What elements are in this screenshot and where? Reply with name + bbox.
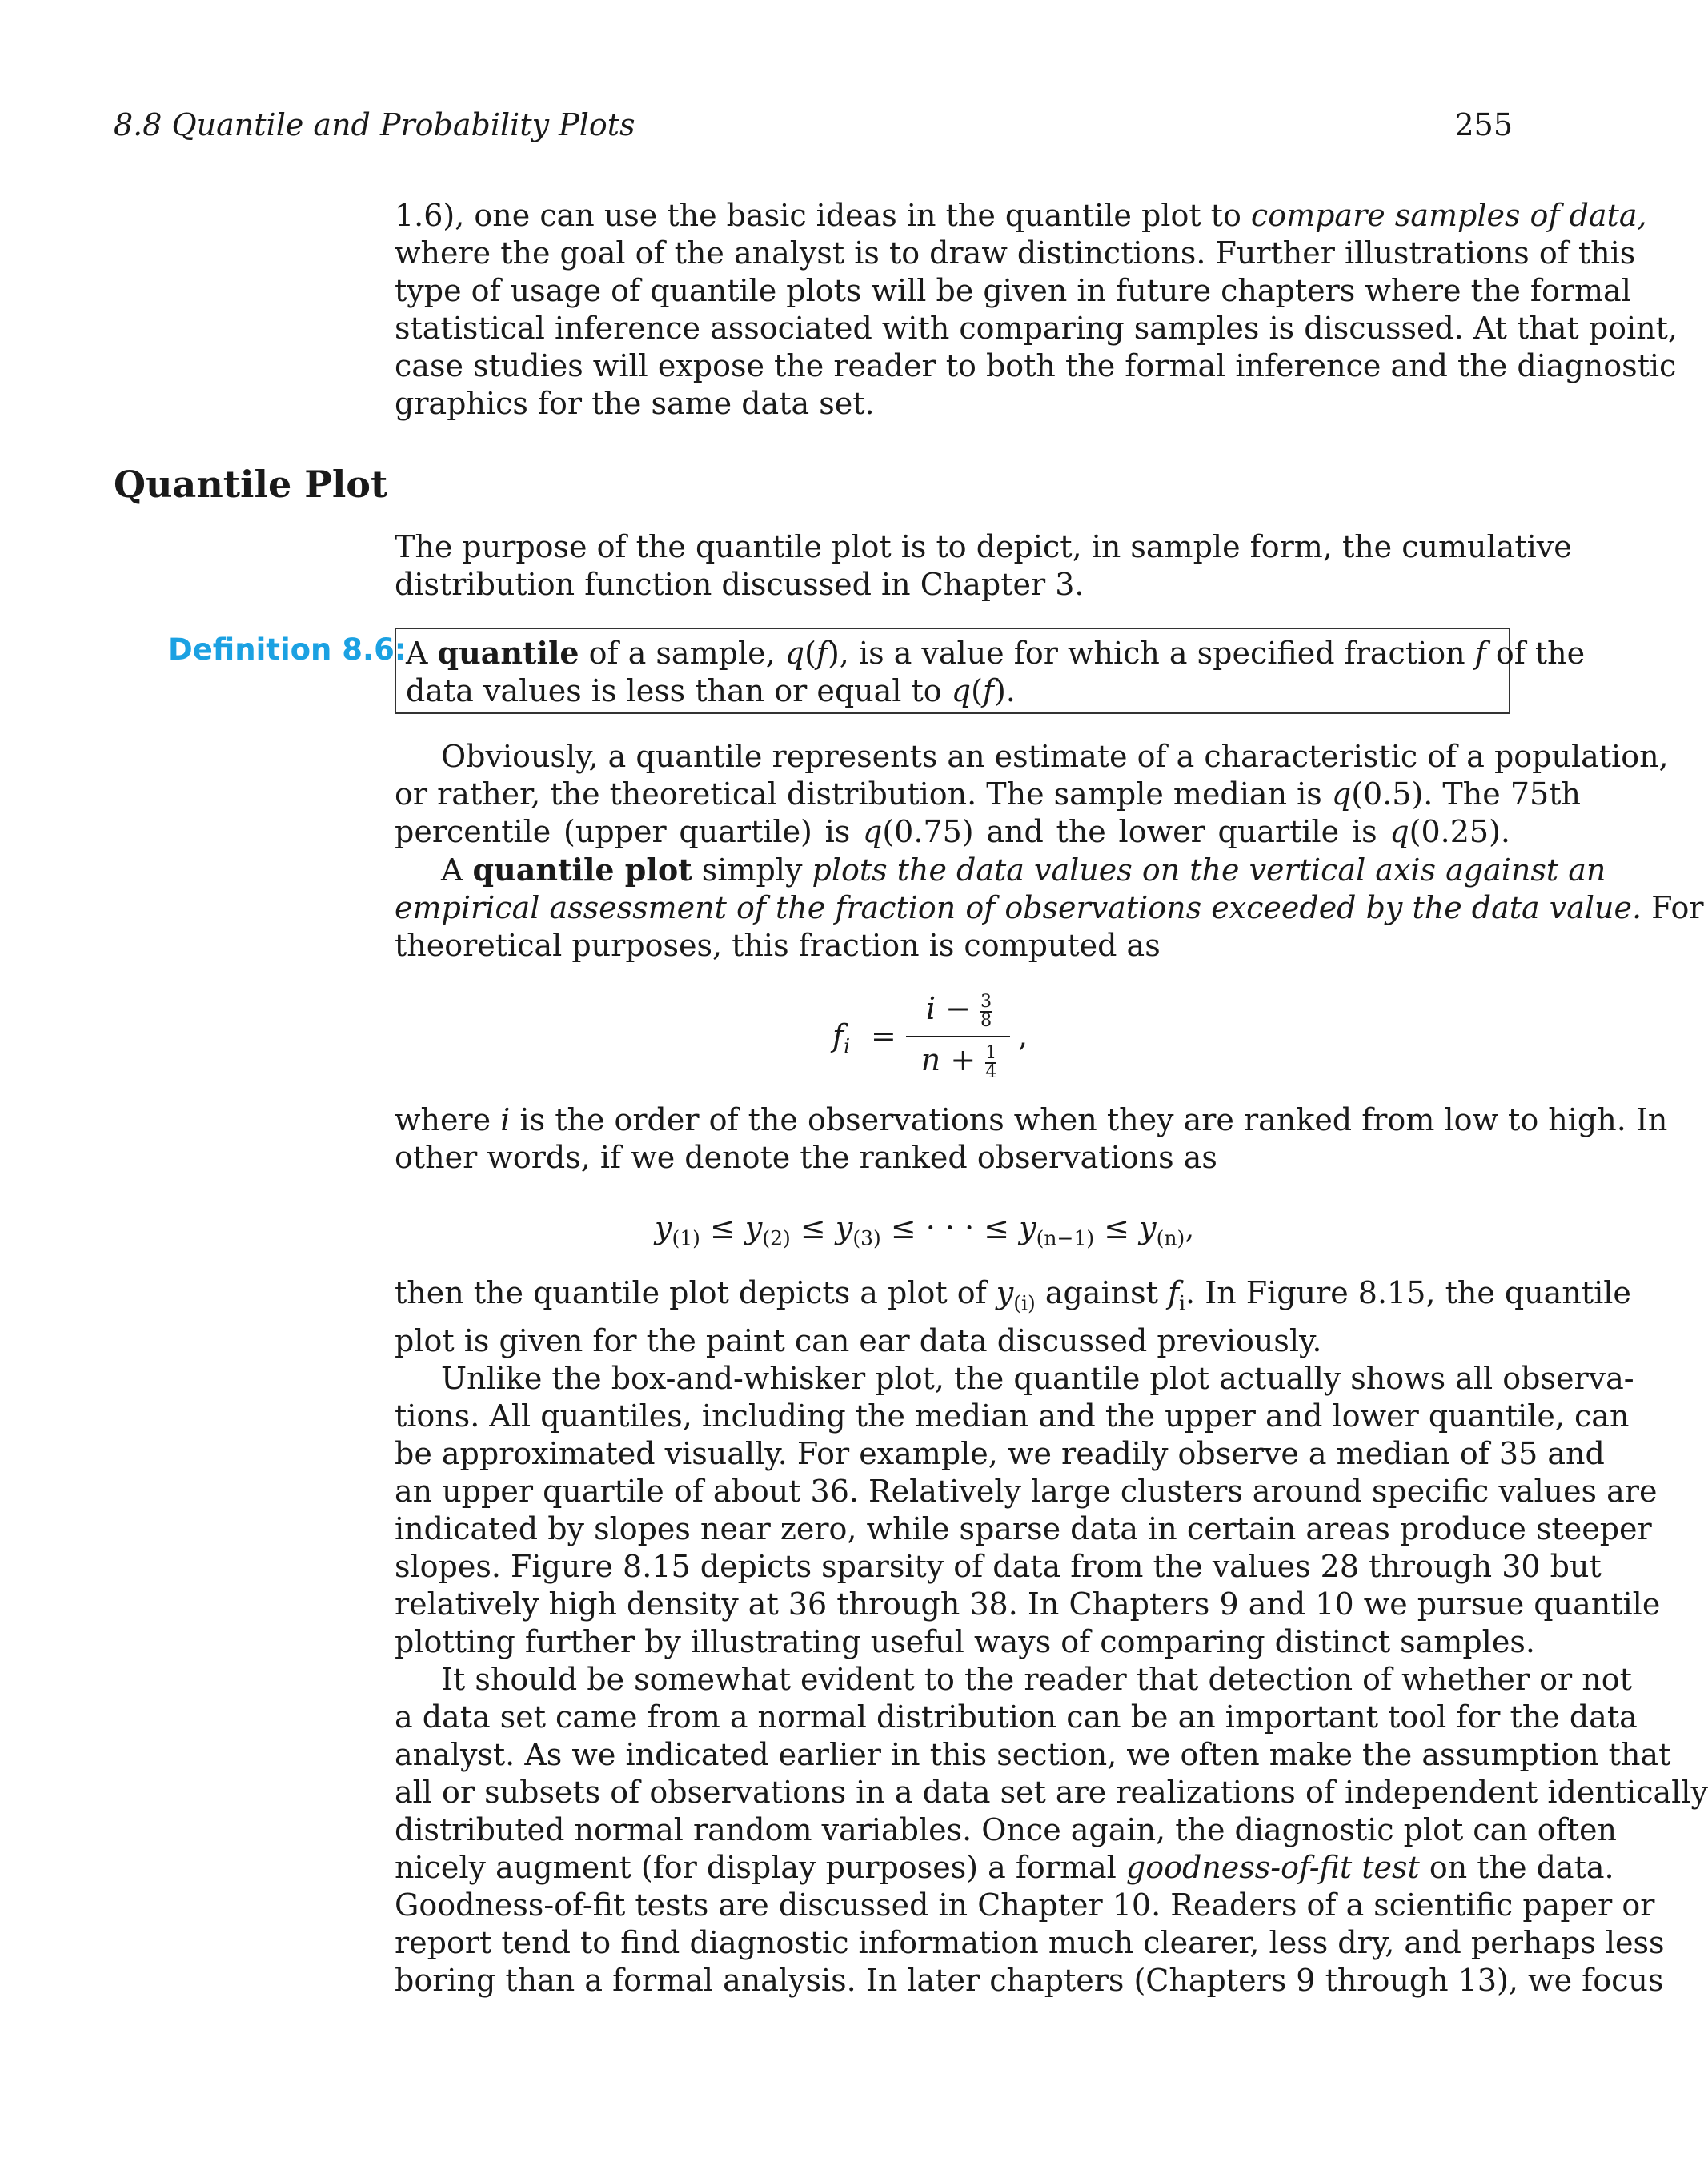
- text-line: It should be somewhat evident to the reader that detection of whether or not: [441, 1661, 1632, 1697]
- text-line: statistical inference associated with comparing samples is discussed. At that point,: [395, 311, 1678, 346]
- text-line: The purpose of the quantile plot is to depict, in sample form, the cumulative: [395, 529, 1572, 564]
- text-line: plotting further by illustrating useful ways of comparing distinct samples.: [395, 1623, 1535, 1659]
- text-line: other words, if we denote the ranked observations as: [395, 1140, 1217, 1175]
- text-line: theoretical purposes, this fraction is computed as: [395, 928, 1161, 963]
- text-line: percentile (upper quartile) is q(0.75) and the lower quartile is q(0.25).: [395, 814, 1510, 849]
- quantile-explanation-paragraph: [395, 738, 1704, 965]
- ordered-observations-formula: $y_{(1)} \le y_{(2)} \le y_{(3)}$ ≤ · · · ≤ $y_{(n-1)} \le y_{(n)}$,: [655, 1210, 1195, 1250]
- text-line: analyst. As we indicated earlier in this section, we often make the assumption that: [395, 1736, 1671, 1772]
- text-line: then the quantile plot depicts a plot of $y_{(i)}$ against $f_i$. In Figure 8.15, the quantile: [395, 1275, 1631, 1315]
- text-line: graphics for the same data set.: [395, 386, 875, 421]
- page-number: 255: [1454, 107, 1513, 142]
- text-line: report tend to find diagnostic information much clearer, less dry, and perhaps less: [395, 1924, 1665, 1960]
- paragraph-text: [395, 528, 1572, 604]
- text-line: boring than a formal analysis. In later chapters (Chapters 9 through 13), we focus: [395, 1962, 1664, 1998]
- text-line: tions. All quantiles, including the median and the upper and lower quantile, can: [395, 1398, 1630, 1434]
- formula-denominator: n + $\frac{1}{4}$: [920, 1042, 997, 1082]
- running-header: [114, 107, 1513, 147]
- purpose-paragraph: [395, 528, 1572, 604]
- discussion-paragraphs: [395, 1274, 1708, 2000]
- section-title: 8.8 Quantile and Probability Plots: [114, 107, 635, 142]
- text-line: empirical assessment of the fraction of observations exceeded by the data value. For: [395, 890, 1704, 925]
- text-line: slopes. Figure 8.15 depicts sparsity of data from the values 28 through 30 but: [395, 1548, 1602, 1584]
- text-line: data values is less than or equal to q(f).: [406, 673, 1016, 708]
- formula-lhs: $f_i$: [832, 1018, 851, 1058]
- text-line: distribution function discussed in Chapter 3.: [395, 567, 1085, 602]
- definition-label: Definition 8.6:: [168, 632, 407, 667]
- paragraph-text: [395, 1274, 1708, 2000]
- text-line: Unlike the box-and-whisker plot, the quantile plot actually shows all observa-: [441, 1360, 1634, 1396]
- text-line: nicely augment (for display purposes) a formal goodness-of-fit test on the data.: [395, 1849, 1614, 1885]
- text-line: where i is the order of the observations when they are ranked from low to high. In: [395, 1102, 1668, 1137]
- text-line: an upper quartile of about 36. Relatively large clusters around specific values are: [395, 1473, 1658, 1509]
- text-line: distributed normal random variables. Once again, the diagnostic plot can often: [395, 1811, 1617, 1847]
- text-line: type of usage of quantile plots will be given in future chapters where the formal: [395, 273, 1631, 308]
- paragraph-text: [395, 738, 1704, 965]
- text-line: plot is given for the paint can ear data discussed previously.: [395, 1322, 1322, 1358]
- text-line: or rather, the theoretical distribution. The sample median is q(0.5). The 75th: [395, 776, 1581, 812]
- text-line: case studies will expose the reader to both the formal inference and the diagnostic: [395, 348, 1677, 383]
- ranking-paragraph: [395, 1101, 1668, 1177]
- paragraph-text: [395, 1101, 1668, 1177]
- text-line: A quantile of a sample, q(f), is a value for which a specified fraction f of the: [406, 635, 1586, 671]
- definition-box: [395, 628, 1586, 714]
- intro-paragraph: [395, 197, 1678, 423]
- definition-text: [406, 634, 1586, 710]
- paragraph-text: [395, 197, 1678, 423]
- text-line: 1.6), one can use the basic ideas in the quantile plot to compare samples of data,: [395, 198, 1647, 233]
- formula-numerator: i − $\frac{3}{8}$: [925, 991, 992, 1031]
- text-line: Obviously, a quantile represents an estimate of a characteristic of a population,: [441, 739, 1669, 774]
- formula-equals: =: [871, 1018, 896, 1053]
- text-line: A quantile plot simply plots the data values on the vertical axis against an: [441, 852, 1606, 888]
- text-line: all or subsets of observations in a data set are realizations of independent identically: [395, 1774, 1708, 1810]
- text-line: indicated by slopes near zero, while sparse data in certain areas produce steeper: [395, 1510, 1652, 1546]
- text-line: a data set came from a normal distribution can be an important tool for the data: [395, 1699, 1638, 1735]
- text-line: where the goal of the analyst is to draw distinctions. Further illustrations of this: [395, 235, 1636, 271]
- text-line: be approximated visually. For example, we readily observe a median of 35 and: [395, 1435, 1605, 1471]
- fraction-bar: [906, 1036, 1010, 1037]
- text-line: Goodness-of-fit tests are discussed in Chapter 10. Readers of a scientific paper or: [395, 1887, 1655, 1923]
- text-line: relatively high density at 36 through 38. In Chapters 9 and 10 we pursue quantile: [395, 1586, 1661, 1622]
- section-heading: Quantile Plot: [114, 463, 388, 506]
